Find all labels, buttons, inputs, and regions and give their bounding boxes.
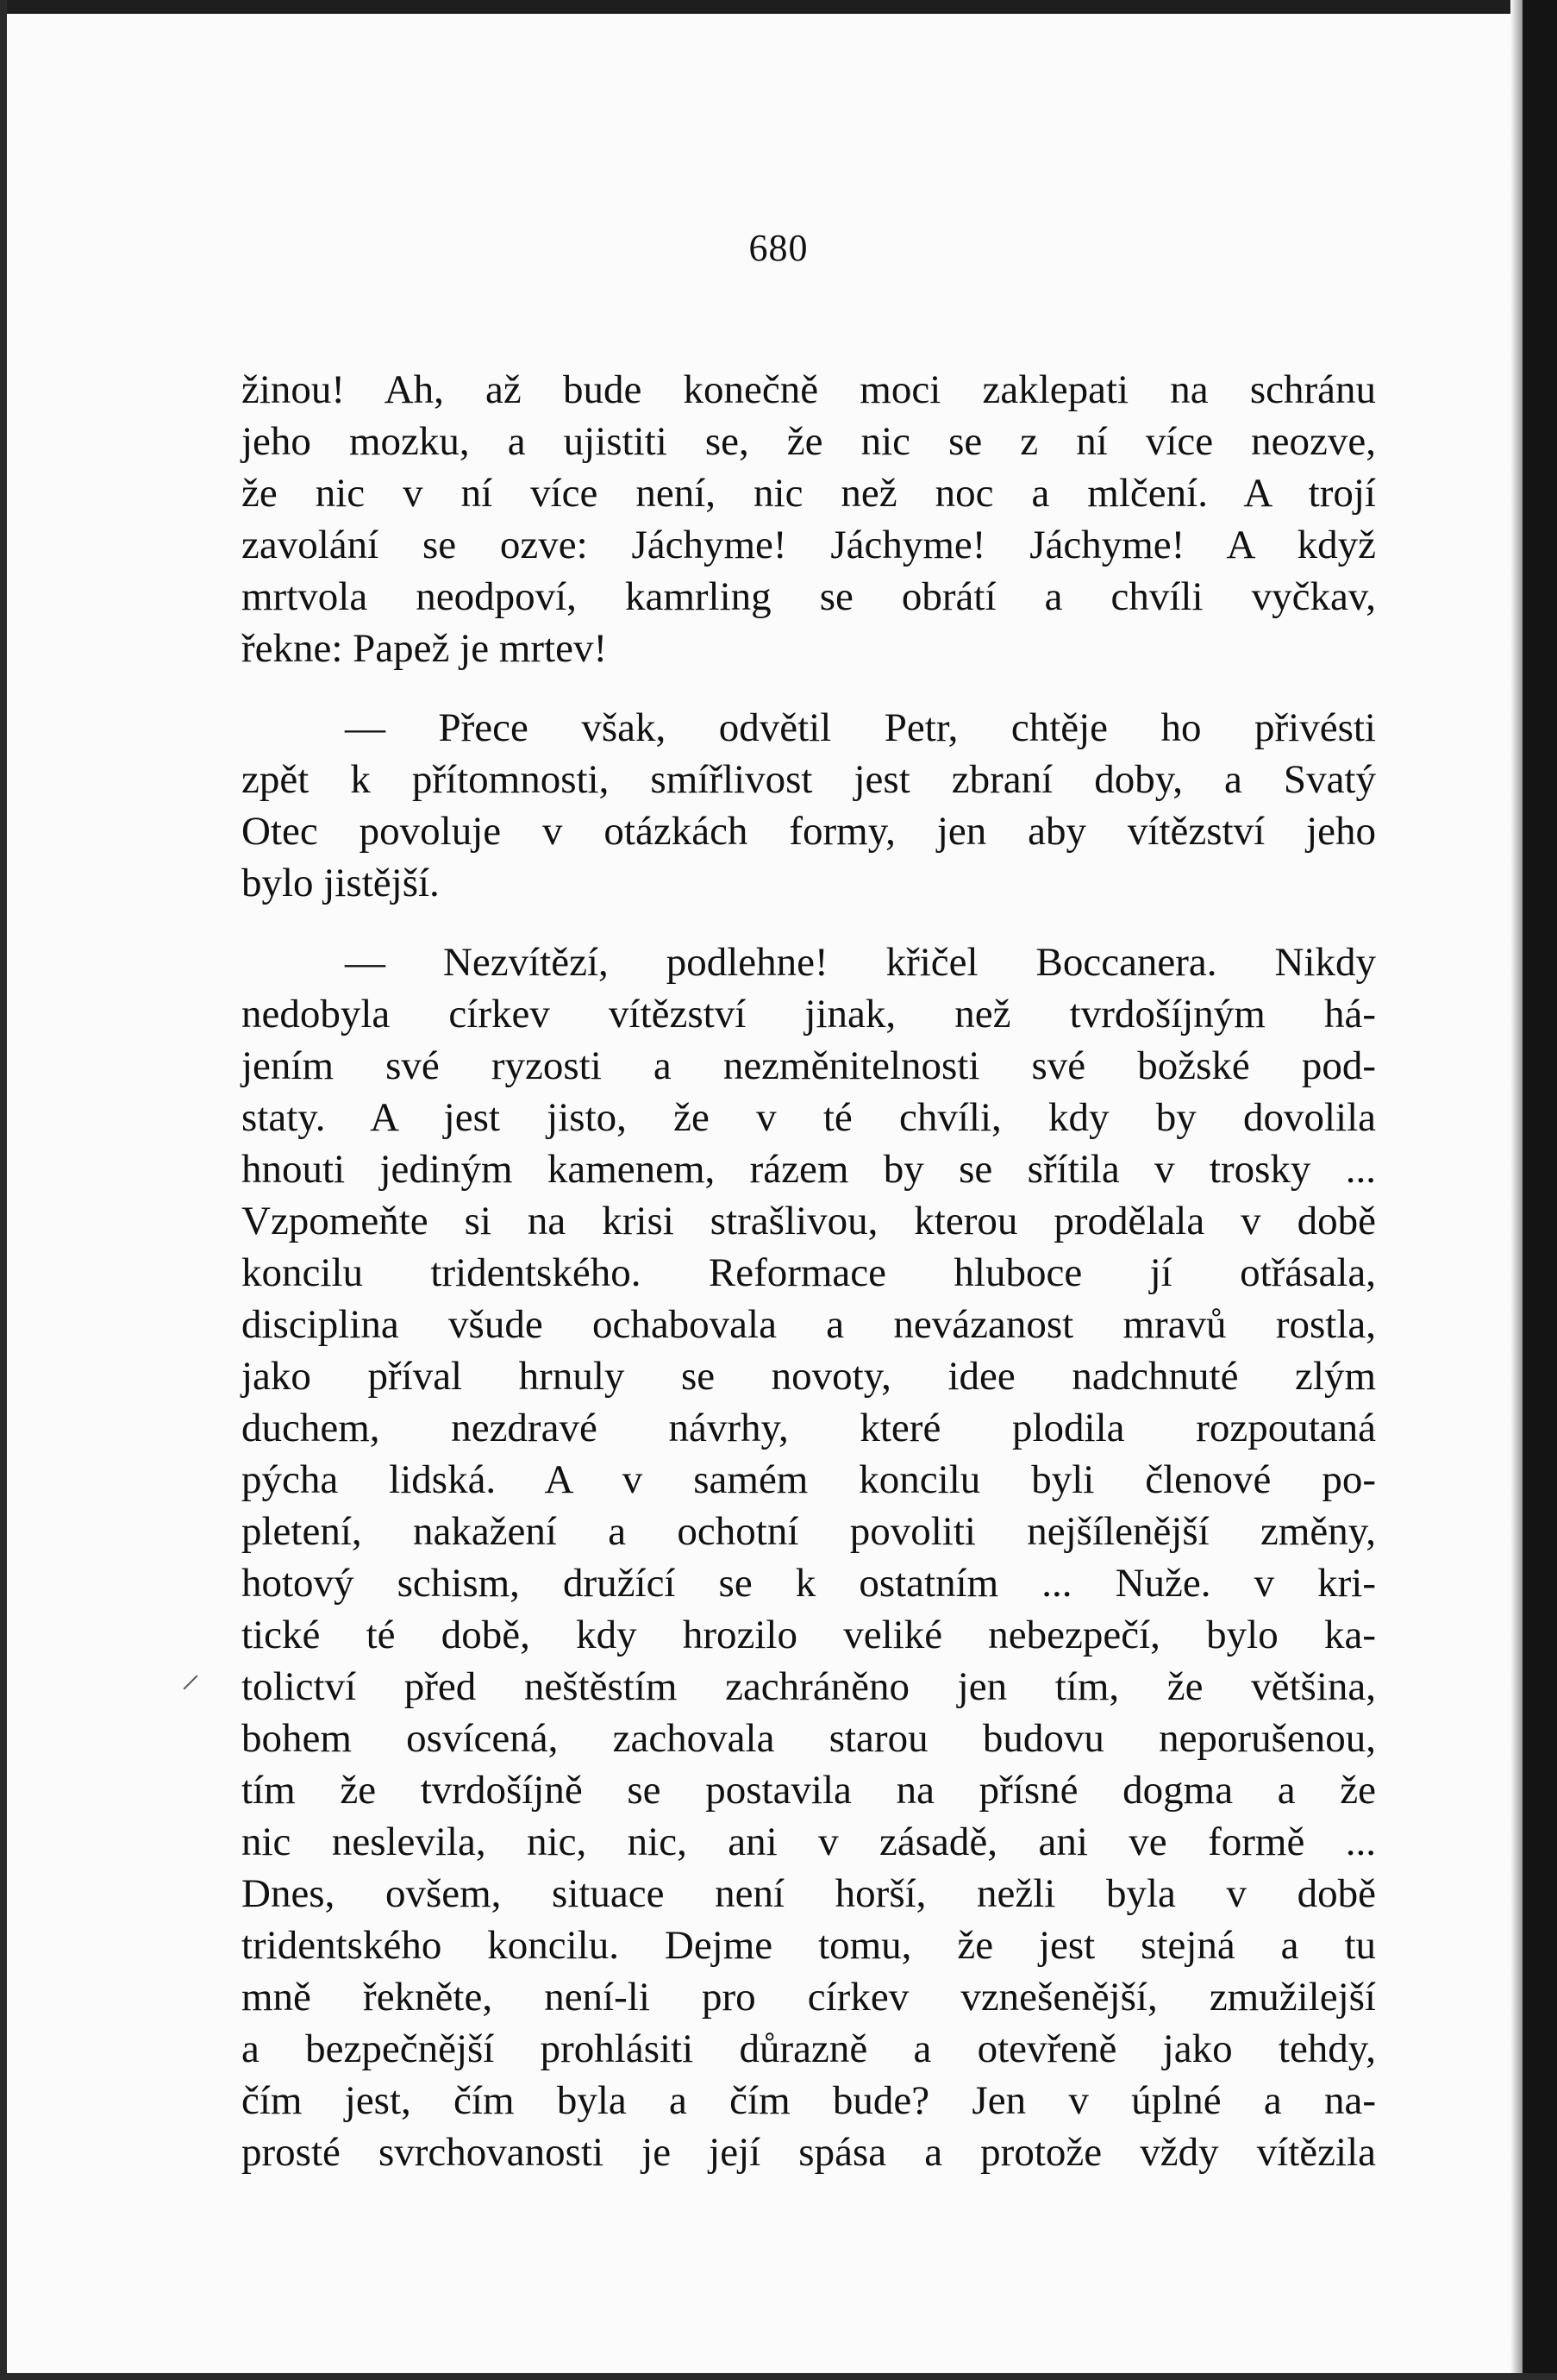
text-line: jeho mozku, a ujistiti se, že nic se z ní více neozve, [241,419,1376,464]
text-line: mrtvola neodpoví, kamrling se obrátí a chvíli vyčkav, [241,574,1376,619]
text-line: nedobyla církev vítězství jinak, než tvrdošíjným há- [241,992,1376,1037]
scan-border-left [0,0,7,2380]
text-line: bohem osvícená, zachovala starou budovu neporušenou, [241,1716,1376,1761]
text-line: koncilu tridentského. Reformace hluboce jí otřásala, [241,1250,1376,1295]
text-line: tolictví před neštěstím zachráněno jen tím, že většina, [241,1664,1376,1709]
text-line: bylo jistější. [241,861,440,905]
text-line: Dnes, ovšem, situace není horší, nežli byla v době [241,1871,1376,1916]
text-line: disciplina všude ochabovala a nevázanost mravů rostla, [241,1302,1376,1347]
text-line: tické té době, kdy hrozilo veliké nebezpečí, bylo ka- [241,1613,1376,1657]
text-line: pletení, nakažení a ochotní povoliti nejšílenější změny, [241,1509,1376,1554]
stray-pen-mark [184,1675,198,1690]
text-line: Vzpomeňte si na krisi strašlivou, kterou prodělala v době [241,1199,1376,1243]
text-line: řekne: Papež je mrtev! [241,626,608,671]
text-line: hotový schism, družící se k ostatním ... Nuže. v kri- [241,1561,1376,1606]
body-text [241,364,1376,2178]
text-line: pýcha lidská. A v samém koncilu byli členové po- [241,1457,1376,1502]
text-line: zpět k přítomnosti, smířlivost jest zbraní doby, a Svatý [241,757,1376,802]
scan-border-top [0,0,1557,14]
text-line: staty. A jest jisto, že v té chvíli, kdy by dovolila [241,1095,1376,1140]
text-line: — Nezvítězí, podlehne! křičel Boccanera. Nikdy [345,940,1376,985]
scan-shadow-right [1510,0,1523,2380]
text-line: Otec povoluje v otázkách formy, jen aby vítězství jeho [241,809,1376,854]
text-line: — Přece však, odvětil Petr, chtěje ho přivésti [345,705,1376,750]
text-line: žinou! Ah, až bude konečně moci zaklepati na schránu [241,367,1376,412]
text-line: mně řekněte, není-li pro církev vznešenější, zmužilejší [241,1975,1376,2020]
text-line: duchem, nezdravé návrhy, které plodila rozpoutaná [241,1406,1376,1450]
text-line: tím že tvrdošíjně se postavila na přísné dogma a že [241,1768,1376,1813]
text-line: jením své ryzosti a nezměnitelnosti své božské pod- [241,1043,1376,1088]
scan-border-bottom [0,2373,1557,2380]
text-line: tridentského koncilu. Dejme tomu, že jest stejná a tu [241,1923,1376,1968]
page-number: 680 [748,227,809,269]
text-line: čím jest, čím byla a čím bude? Jen v úplné a na- [241,2078,1376,2123]
text-line: zavolání se ozve: Jáchyme! Jáchyme! Jáchyme! A když [241,523,1376,567]
scan-border-right [1523,0,1557,2380]
text-line: že nic v ní více není, nic než noc a mlčení. A trojí [241,471,1376,516]
text-line: nic neslevila, nic, nic, ani v zásadě, ani ve formě ... [241,1819,1376,1864]
paragraph-gap [241,909,1376,936]
text-line: hnouti jediným kamenem, rázem by se sřítila v trosky ... [241,1147,1376,1192]
text-line: a bezpečnější prohlásiti důrazně a otevřeně jako tehdy, [241,2026,1376,2071]
text-line: prosté svrchovanosti je její spása a protože vždy vítězila [241,2130,1376,2175]
paragraph-gap [241,674,1376,702]
text-line: jako příval hrnuly se novoty, idee nadchnuté zlým [241,1354,1376,1399]
